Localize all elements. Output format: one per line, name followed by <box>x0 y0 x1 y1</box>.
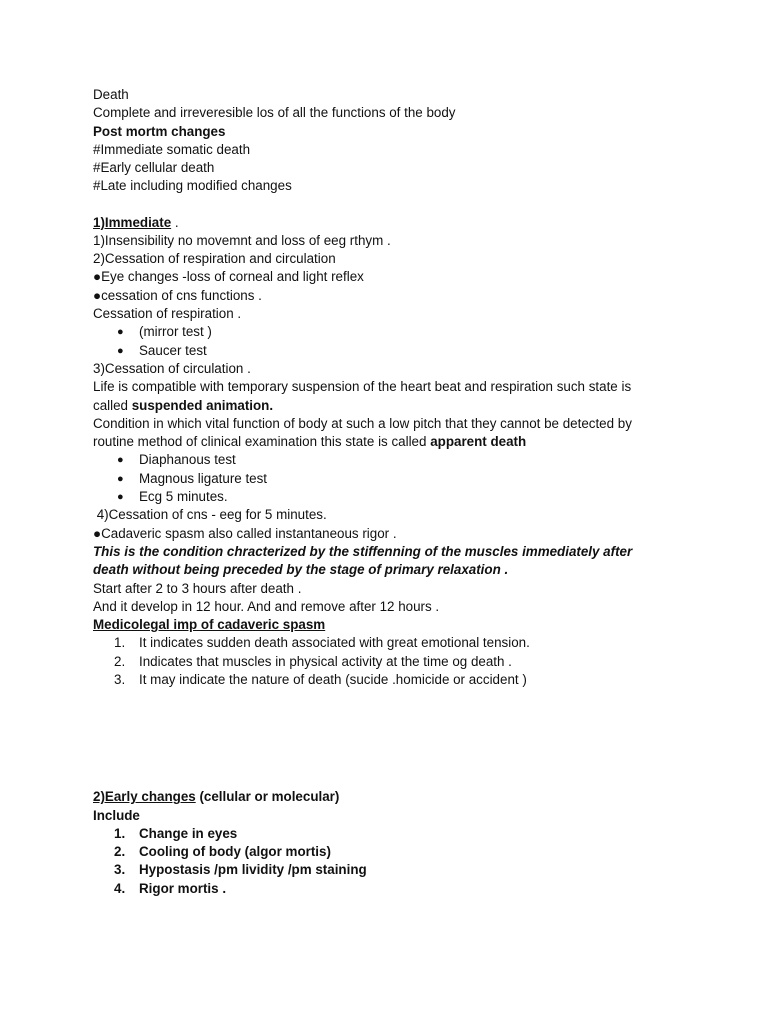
text-line: 2)Cessation of respiration and circulation <box>93 251 336 267</box>
number-marker: 2. <box>114 653 126 669</box>
spacer <box>93 689 668 788</box>
list-item <box>93 323 668 341</box>
pm-item: #Immediate somatic death <box>93 141 251 157</box>
text-line: 4)Cessation of cns - eeg for 5 minutes. <box>93 507 327 523</box>
number-marker: 4. <box>114 880 126 896</box>
list-item-text: It may indicate the nature of death (sucide .homicide or accident ) <box>139 672 527 687</box>
text-line: Cessation of respiration . <box>93 306 242 322</box>
medicolegal-heading: Medicolegal imp of cadaveric spasm <box>93 617 326 633</box>
numbered-item <box>93 861 668 879</box>
bullet-marker: ● <box>117 472 124 485</box>
list-item-text: (mirror test ) <box>139 324 212 340</box>
text-line: And it develop in 12 hour. And and remove after 12 hours . <box>93 598 440 614</box>
list-item-text: Diaphanous test <box>139 452 236 468</box>
list-item-text: Saucer test <box>139 342 207 358</box>
numbered-item <box>93 880 668 898</box>
number-marker: 3. <box>114 862 126 878</box>
pm-heading: Post mortm changes <box>93 123 226 139</box>
text-line: Life is compatible with temporary suspension of the heart beat and respiration such state is <box>93 379 632 395</box>
list-item-text: Change in eyes <box>139 825 238 841</box>
list-item-text: Hypostasis /pm lividity /pm staining <box>139 862 367 878</box>
list-item <box>93 488 668 506</box>
text-line <box>93 397 668 415</box>
text-line: ●Cadaveric spasm also called instantaneous rigor . <box>93 525 397 541</box>
list-item-text: Indicates that muscles in physical activity at the time og death . <box>139 653 512 669</box>
emphasis-line: This is the condition chracterized by the stiffenning of the muscles immediately after <box>93 543 633 559</box>
text-line: 3)Cessation of circulation . <box>93 360 251 376</box>
list-item <box>93 451 668 469</box>
section-1-suffix: . <box>171 214 179 230</box>
text-line <box>93 433 668 451</box>
section-1-title: 1)Immediate <box>93 214 172 230</box>
numbered-item <box>93 843 668 861</box>
number-marker: 1. <box>114 635 126 651</box>
text-line: Condition in which vital function of body at such a low pitch that they cannot be detected by <box>93 415 632 431</box>
numbered-item <box>93 634 668 652</box>
section-1-heading <box>93 214 668 232</box>
bullet-marker: ● <box>117 344 124 357</box>
text-line: ●cessation of cns functions . <box>93 287 262 303</box>
emphasis-line: death without being preceded by the stage of primary relaxation . <box>93 562 509 578</box>
numbered-item <box>93 671 668 689</box>
bold-term: apparent death <box>430 434 527 450</box>
numbered-item <box>93 825 668 843</box>
bullet-marker: ● <box>117 454 124 467</box>
section-2-heading <box>93 788 668 806</box>
list-item <box>93 470 668 488</box>
numbered-item <box>93 653 668 671</box>
list-item-text: Cooling of body (algor mortis) <box>139 844 331 860</box>
bold-term: suspended animation. <box>131 397 274 413</box>
include-label: Include <box>93 807 140 823</box>
section-2-title: 2)Early changes <box>93 789 196 805</box>
text-line: 1)Insensibility no movemnt and loss of eeg rthym . <box>93 232 391 248</box>
pm-item: #Early cellular death <box>93 160 215 176</box>
text-span: called <box>93 397 132 413</box>
number-marker: 1. <box>114 825 126 841</box>
bullet-marker: ● <box>117 326 124 339</box>
bullet-marker: ● <box>117 491 124 504</box>
list-item-text: Rigor mortis . <box>139 880 227 896</box>
doc-title: Death <box>93 87 129 102</box>
spacer <box>93 196 668 214</box>
text-line: ●Eye changes -loss of corneal and light reflex <box>93 269 364 285</box>
list-item <box>93 342 668 360</box>
list-item-text: Magnous ligature test <box>139 470 268 486</box>
number-marker: 3. <box>114 672 126 687</box>
list-item-text: It indicates sudden death associated with great emotional tension. <box>139 635 530 651</box>
pm-item: #Late including modified changes <box>93 178 292 194</box>
text-line: Start after 2 to 3 hours after death . <box>93 580 302 596</box>
list-item-text: Ecg 5 minutes. <box>139 489 228 505</box>
death-definition: Complete and irreveresible los of all the functions of the body <box>93 105 456 121</box>
number-marker: 2. <box>114 844 126 860</box>
text-span: routine method of clinical examination this state is called <box>93 434 431 450</box>
section-2-suffix: (cellular or molecular) <box>195 789 340 805</box>
